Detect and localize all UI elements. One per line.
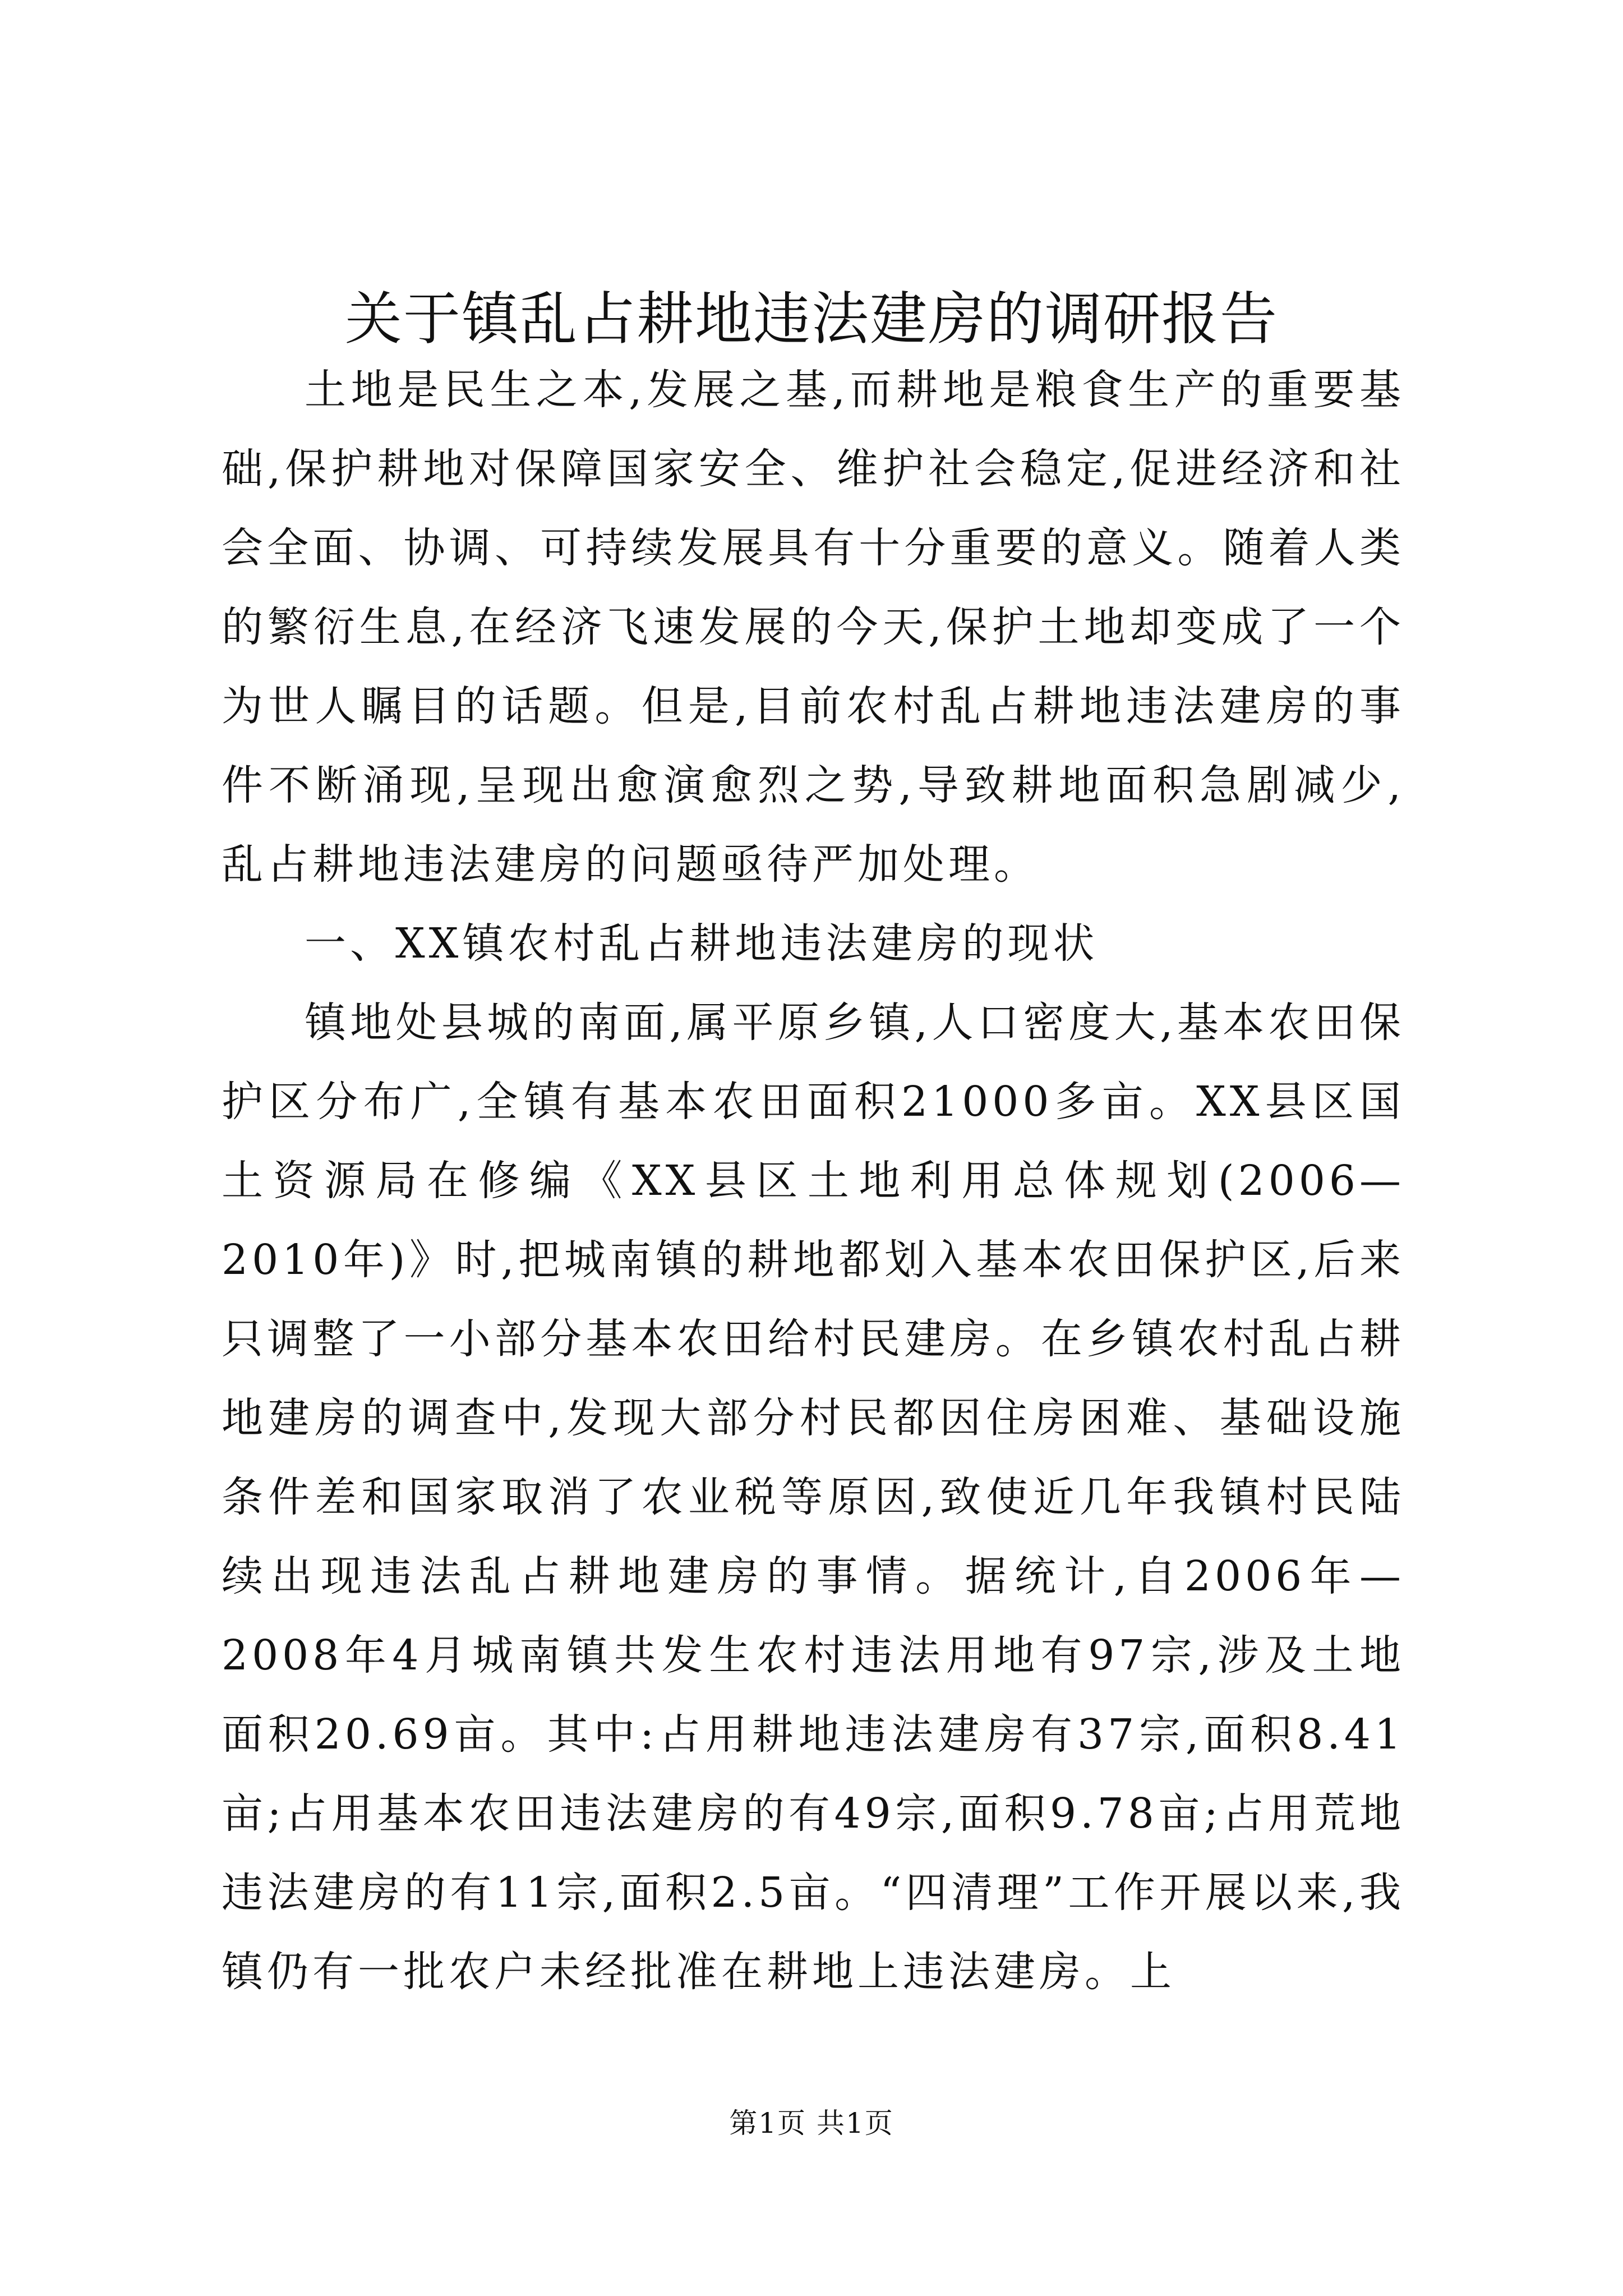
status-paragraph: 镇地处县城的南面,属平原乡镇,人口密度大,基本农田保护区分布广,全镇有基本农田面积21000多亩。XX县区国土资源局在修编《XX县区土地利用总体规划(2006—2010年)》时,把城南镇的耕地都划入基本农田保护区,后来只调整了一小部分基本农田给村民建房。在乡镇农村乱占耕地建房的调查中,发现大部分村民都因住房困难、基础设施条件差和国家取消了农业税等原因,致使近几年我镇村民陆续出现违法乱占耕地建房的事情。据统计,自2006年—2008年4月城南镇共发生农村违法用地有97宗,涉及土地面积20.69亩。其中:占用耕地违法建房有37宗,面积8.41亩;占用基本农田违法建房的有49宗,面积9.78亩;占用荒地违法建房的有11宗,面积2.5亩。“四清理”工作开展以来,我镇仍有一批农户未经批准在耕地上违法建房。上 xyxy=(222,999,1405,1996)
document-title: 关于镇乱占耕地违法建房的调研报告 xyxy=(345,286,1278,353)
section-heading: 一、XX镇农村乱占耕地违法建房的现状 xyxy=(305,919,1099,968)
page-footer: 第1页 共1页 xyxy=(729,2107,894,2139)
intro-paragraph: 土地是民生之本,发展之基,而耕地是粮食生产的重要基础,保护耕地对保障国家安全、维护社会稳定,促进经济和社会全面、协调、可持续发展具有十分重要的意义。随着人类的繁衍生息,在经济飞速发展的今天,保护土地却变成了一个为世人瞩目的话题。但是,目前农村乱占耕地违法建房的事件不断涌现,呈现出愈演愈烈之势,导致耕地面积急剧减少,乱占耕地违法建房的问题亟待严加处理。 xyxy=(222,366,1405,889)
document-body xyxy=(222,351,1405,2012)
